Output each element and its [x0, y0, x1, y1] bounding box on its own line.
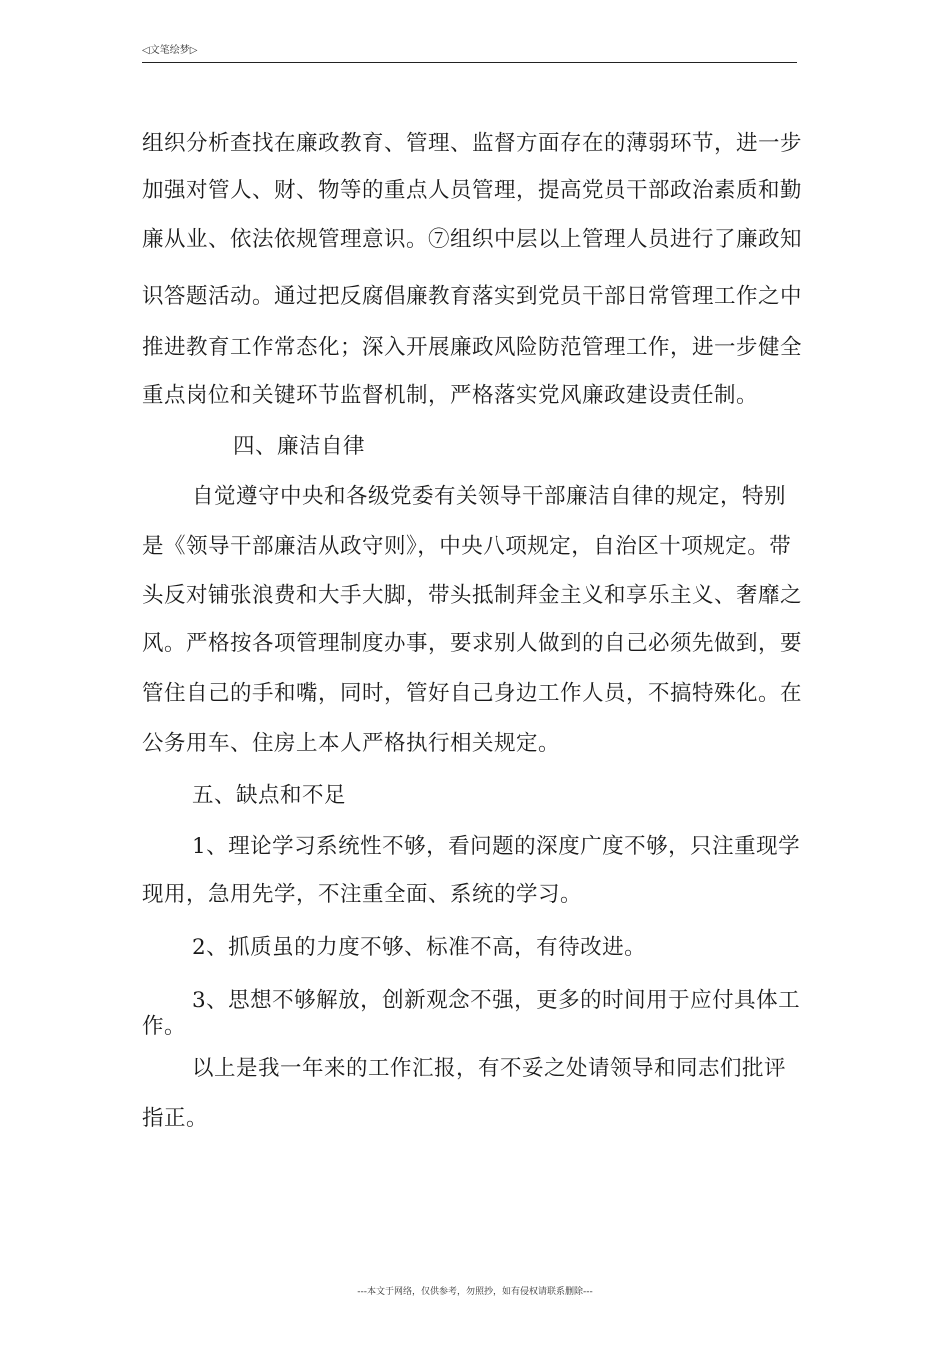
body-line: 风。严格按各项管理制度办事，要求别人做到的自己必须先做到，要	[142, 631, 803, 656]
body-line: 重点岗位和关键环节监督机制，严格落实党风廉政建设责任制。	[142, 383, 759, 408]
body-line: 是《领导干部廉洁从政守则》，中央八项规定，自治区十项规定。带	[142, 534, 792, 559]
body-line: 廉从业、依法依规管理意识。⑦组织中层以上管理人员进行了廉政知	[142, 227, 803, 252]
body-line: 2、抓质虽的力度不够、标准不高，有待改进。	[192, 935, 647, 960]
body-line: 3、思想不够解放，创新观念不强，更多的时间用于应付具体工	[192, 988, 801, 1013]
body-line: 指正。	[142, 1106, 209, 1131]
body-line: 推进教育工作常态化；深入开展廉政风险防范管理工作，进一步健全	[142, 335, 803, 360]
body-line: 现用，急用先学，不注重全面、系统的学习。	[142, 882, 583, 907]
header-text: ◁文笔绘梦▷	[142, 45, 198, 56]
page-header	[142, 44, 797, 63]
body-line: 头反对铺张浪费和大手大脚，带头抵制拜金主义和享乐主义、奢靡之	[142, 583, 803, 608]
body-line: 加强对管人、财、物等的重点人员管理，提高党员干部政治素质和勤	[142, 178, 803, 203]
body-line: 自觉遵守中央和各级党委有关领导干部廉洁自律的规定，特别	[192, 484, 787, 509]
body-line: 管住自己的手和嘴，同时，管好自己身边工作人员，不搞特殊化。在	[142, 681, 803, 706]
section-heading: 五、缺点和不足	[192, 783, 347, 808]
body-line: 作。	[142, 1014, 187, 1039]
body-line: 识答题活动。通过把反腐倡廉教育落实到党员干部日常管理工作之中	[142, 284, 803, 309]
page-footer: ---本文于网络，仅供参考，勿照抄，如有侵权请联系删除---	[357, 1287, 593, 1297]
body-line: 公务用车、住房上本人严格执行相关规定。	[142, 731, 561, 756]
body-line: 组织分析查找在廉政教育、管理、监督方面存在的薄弱环节，进一步	[142, 131, 803, 156]
body-line: 以上是我一年来的工作汇报，有不妥之处请领导和同志们批评	[192, 1056, 787, 1081]
section-heading: 四、廉洁自律	[233, 434, 366, 459]
body-line: 1、理论学习系统性不够，看问题的深度广度不够，只注重现学	[192, 834, 801, 859]
